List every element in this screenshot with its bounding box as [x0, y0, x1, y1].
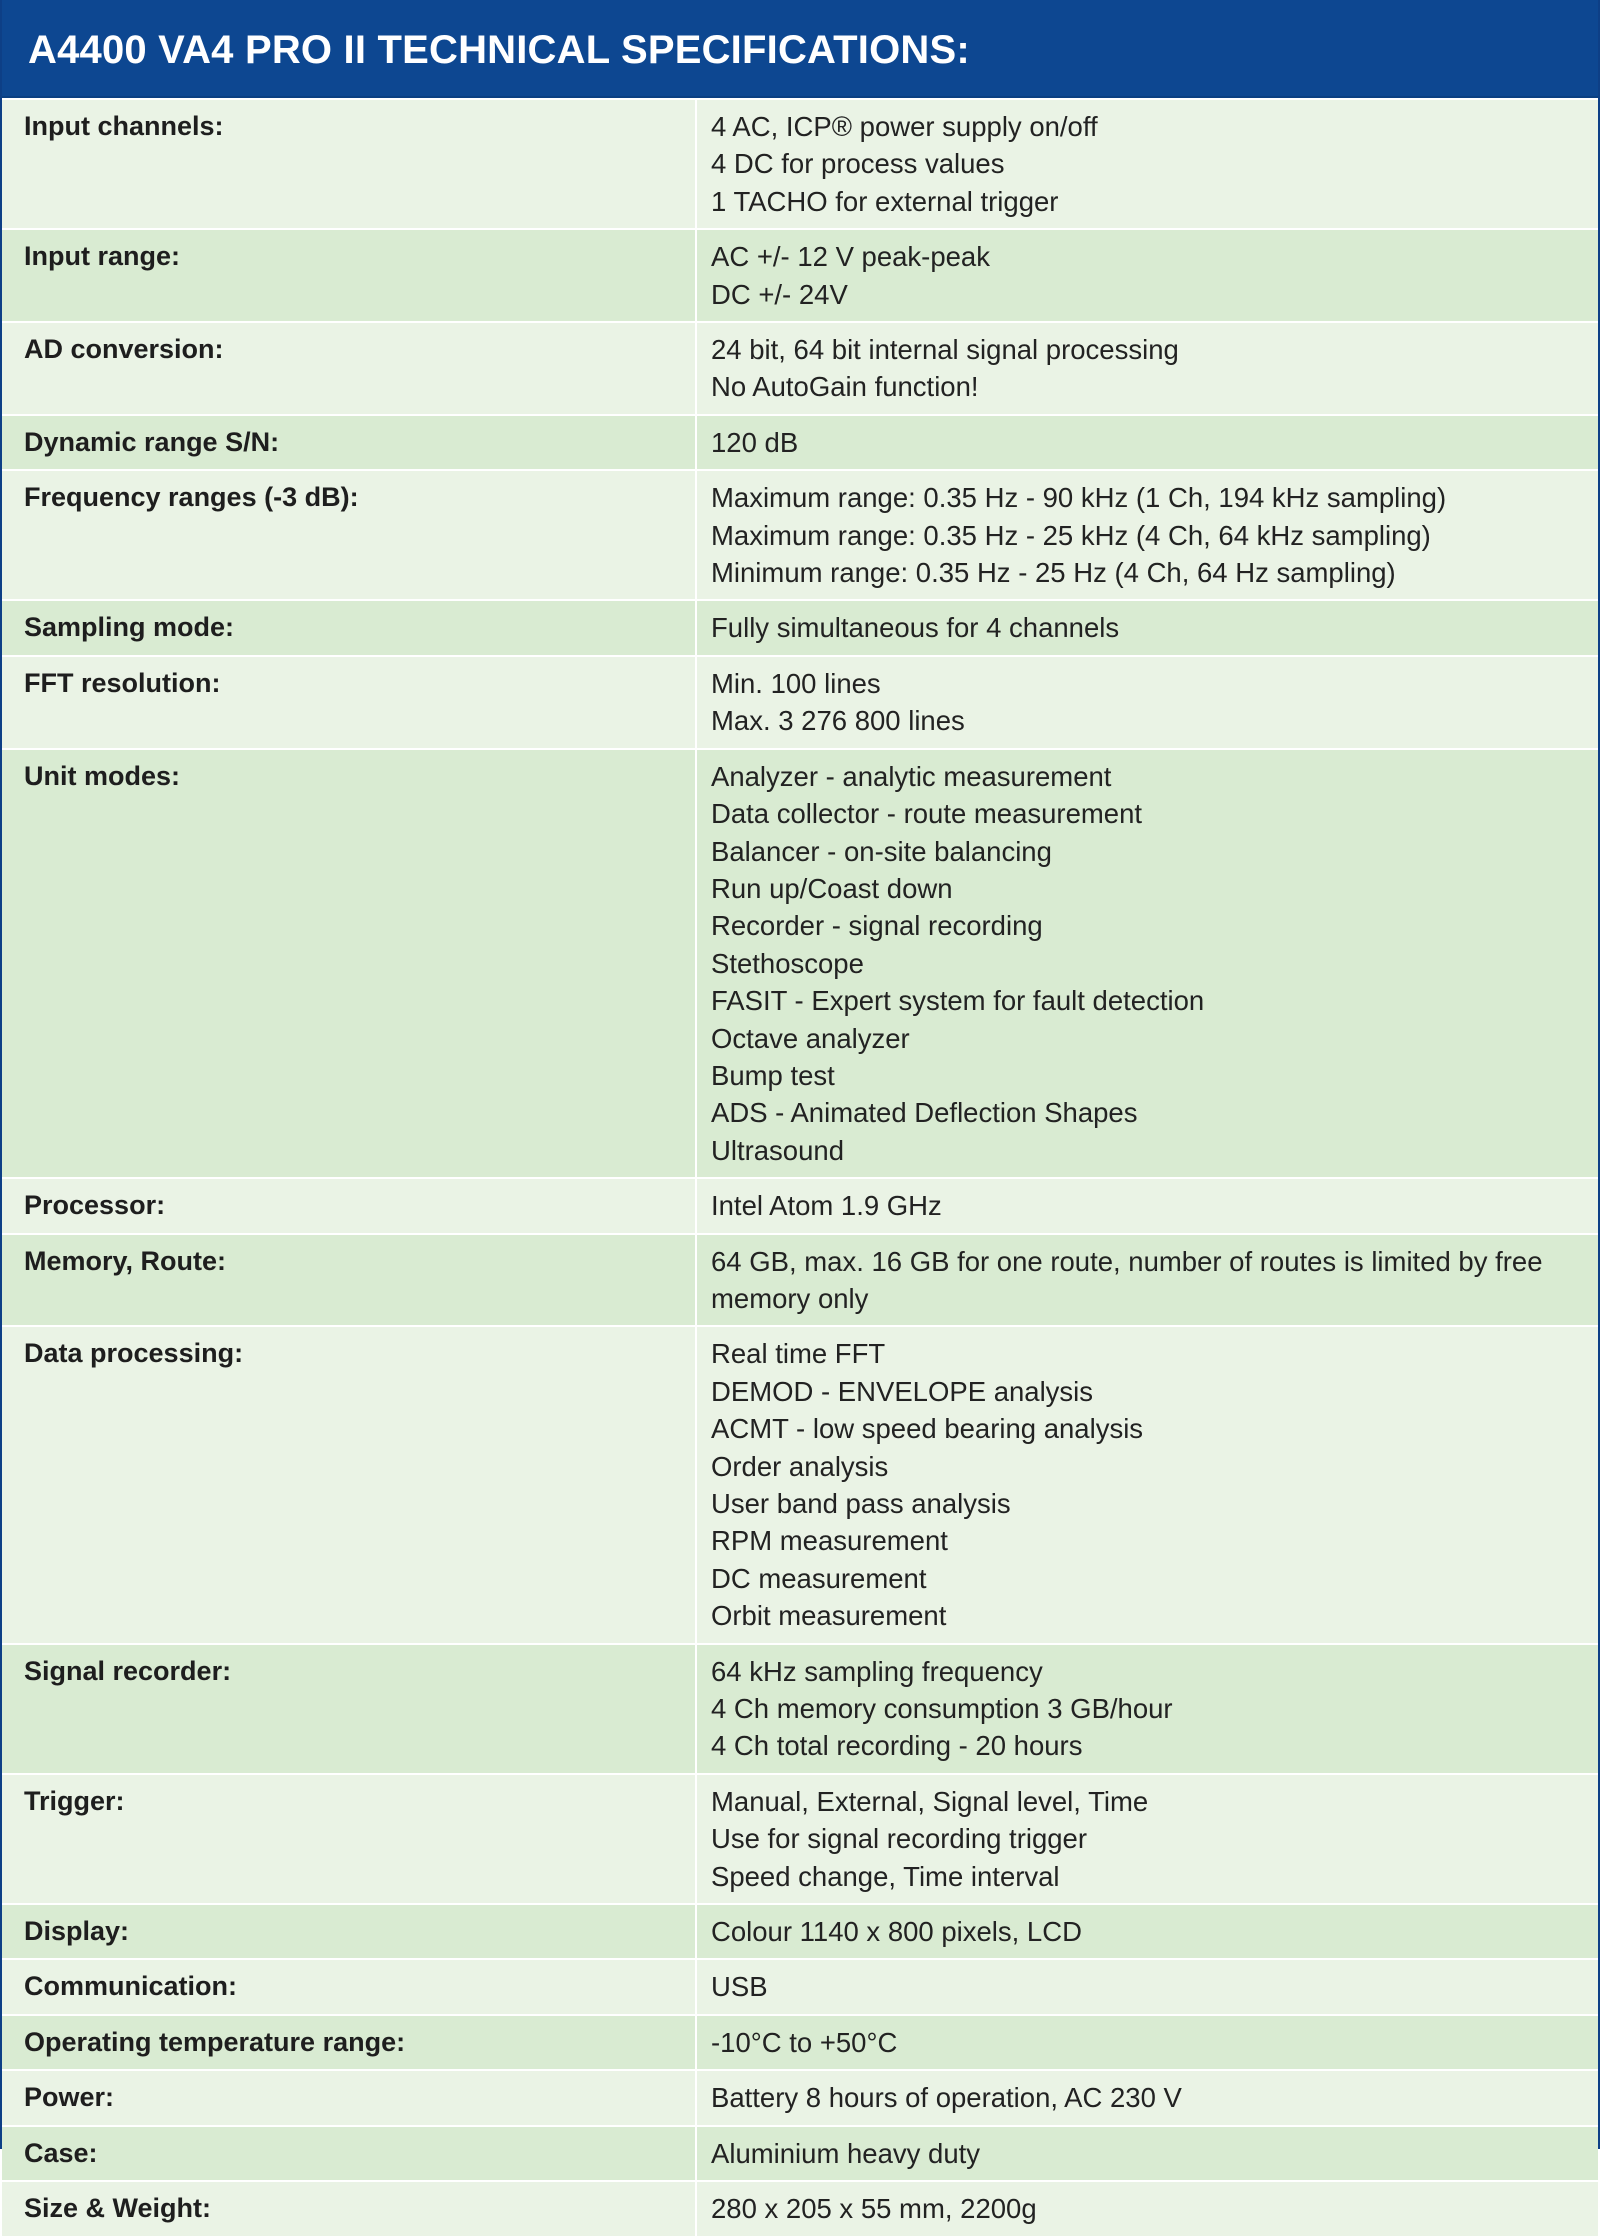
spec-value-line: Run up/Coast down [711, 872, 953, 904]
spec-value [711, 479, 1586, 591]
spec-value-cell [696, 656, 1598, 749]
spec-label: Trigger: [24, 1785, 125, 1816]
spec-value [711, 331, 1586, 406]
spec-value [711, 424, 1586, 461]
spec-label: Communication: [24, 1971, 237, 2002]
spec-label: Memory, Route: [24, 1245, 227, 1276]
spec-row [2, 1326, 1598, 1643]
spec-row [2, 229, 1598, 322]
spec-row [2, 1904, 1598, 1959]
spec-label: Display: [24, 1916, 130, 1947]
header-bar [2, 0, 1598, 98]
spec-label-cell [2, 2126, 696, 2181]
spec-label: Size & Weight: [24, 2193, 212, 2224]
spec-value [711, 665, 1586, 740]
spec-row [2, 2181, 1598, 2236]
spec-label: Frequency ranges (-3 dB): [24, 482, 359, 513]
spec-label: Case: [24, 2137, 98, 2168]
spec-value-cell [696, 1234, 1598, 1327]
spec-value-line: Max. 3 276 800 lines [711, 705, 965, 737]
spec-value-line: User band pass analysis [711, 1488, 1011, 1519]
spec-value-line: Maximum range: 0.35 Hz - 25 kHz (4 Ch, 64 kHz sampling) [711, 519, 1431, 551]
spec-value [711, 2079, 1586, 2116]
spec-value-line: 1 TACHO for external trigger [711, 185, 1059, 217]
spec-value-cell [696, 415, 1598, 470]
spec-label: FFT resolution: [24, 667, 221, 698]
spec-row [2, 322, 1598, 415]
spec-label-cell [2, 1904, 696, 1959]
spec-label-cell [2, 1178, 696, 1233]
spec-label-cell [2, 1959, 696, 2014]
spec-label: AD conversion: [24, 334, 224, 365]
spec-value-cell [696, 470, 1598, 600]
spec-value-line: 4 DC for process values [711, 148, 1005, 180]
spec-value-line: Speed change, Time interval [711, 1860, 1060, 1892]
spec-label-cell [2, 656, 696, 749]
spec-label: Processor: [24, 1190, 166, 1221]
spec-value-line: Colour 1140 x 800 pixels, LCD [711, 1916, 1082, 1948]
spec-value-line: Battery 8 hours of operation, AC 230 V [711, 2082, 1182, 2114]
spec-value [711, 238, 1586, 313]
spec-value-line: 4 AC, ICP® power supply on/off [711, 111, 1098, 142]
spec-value-line: Intel Atom 1.9 GHz [711, 1190, 942, 1222]
spec-value-line: Bump test [711, 1059, 835, 1091]
spec-value-line: DC measurement [711, 1562, 927, 1594]
spec-value [711, 1913, 1586, 1950]
spec-value [711, 2024, 1586, 2061]
spec-label: Input channels: [24, 111, 224, 141]
spec-value-cell [696, 99, 1598, 229]
spec-label-cell [2, 600, 696, 655]
spec-row [2, 656, 1598, 749]
spec-value-cell [696, 749, 1598, 1178]
spec-value-line: 64 kHz sampling frequency [711, 1655, 1043, 1687]
spec-value-line: Minimum range: 0.35 Hz - 25 Hz (4 Ch, 64 Hz sampling) [711, 557, 1396, 589]
spec-value-cell [696, 600, 1598, 655]
spec-value-cell [696, 322, 1598, 415]
spec-value-line: Analyzer - analytic measurement [711, 760, 1112, 792]
spec-value-line: Stethoscope [711, 947, 864, 979]
spec-label-cell [2, 2015, 696, 2070]
spec-value-cell [696, 1326, 1598, 1643]
spec-label-cell [2, 749, 696, 1178]
spec-value-line: ADS - Animated Deflection Shapes [711, 1097, 1138, 1129]
spec-value-line: 120 dB [711, 426, 799, 458]
spec-value-cell [696, 1178, 1598, 1233]
spec-table [2, 98, 1598, 2238]
spec-value [711, 1187, 1586, 1224]
spec-value [711, 1968, 1586, 2005]
spec-value-cell [696, 2015, 1598, 2070]
spec-value [711, 2190, 1586, 2227]
spec-value [711, 1783, 1586, 1895]
spec-label-cell [2, 470, 696, 600]
spec-row [2, 749, 1598, 1178]
spec-value-line: 64 GB, max. 16 GB for one route, number of routes is limited by free memory only [711, 1245, 1543, 1314]
spec-value-cell [696, 1644, 1598, 1774]
spec-value-line: Order analysis [711, 1450, 889, 1482]
spec-value [711, 1243, 1586, 1318]
spec-value-cell [696, 1904, 1598, 1959]
spec-label-cell [2, 415, 696, 470]
spec-label-cell [2, 229, 696, 322]
spec-row [2, 2015, 1598, 2070]
spec-label: Dynamic range S/N: [24, 426, 280, 457]
spec-value-line: ACMT - low speed bearing analysis [711, 1413, 1144, 1445]
spec-value-line: DEMOD - ENVELOPE analysis [711, 1375, 1094, 1407]
spec-value-line: FASIT - Expert system for fault detection [711, 985, 1205, 1017]
spec-value-line: No AutoGain function! [711, 371, 979, 403]
spec-value-line: AC +/- 12 V peak-peak [711, 241, 990, 273]
spec-value-line: 4 Ch memory consumption 3 GB/hour [711, 1693, 1173, 1725]
spec-label-cell [2, 1774, 696, 1904]
spec-value-line: Octave analyzer [711, 1022, 910, 1054]
spec-label: Unit modes: [24, 760, 181, 791]
spec-value-line: Balancer - on-site balancing [711, 835, 1052, 867]
spec-value [711, 758, 1586, 1169]
spec-row [2, 99, 1598, 229]
spec-value-line: 24 bit, 64 bit internal signal processing [711, 334, 1179, 366]
spec-value-line: Maximum range: 0.35 Hz - 90 kHz (1 Ch, 194 kHz sampling) [711, 482, 1447, 514]
spec-label-cell [2, 1234, 696, 1327]
spec-label: Power: [24, 2082, 115, 2113]
spec-row [2, 2126, 1598, 2181]
spec-label-cell [2, 2181, 696, 2236]
spec-value-cell [696, 1774, 1598, 1904]
spec-value-line: Recorder - signal recording [711, 910, 1043, 942]
spec-value-cell [696, 2181, 1598, 2236]
spec-value-line: DC +/- 24V [711, 278, 848, 310]
spec-label: Data processing: [24, 1338, 244, 1369]
spec-label: Input range: [24, 241, 180, 272]
spec-value [711, 108, 1586, 220]
spec-value-line: -10°C to +50°C [711, 2026, 898, 2058]
spec-value-line: RPM measurement [711, 1525, 948, 1557]
spec-value-cell [696, 2070, 1598, 2125]
spec-value [711, 609, 1586, 646]
spec-label-cell [2, 1644, 696, 1774]
spec-value-cell [696, 229, 1598, 322]
spec-row [2, 470, 1598, 600]
spec-label-cell [2, 2070, 696, 2125]
spec-value-line: Data collector - route measurement [711, 798, 1143, 830]
spec-value-line: Aluminium heavy duty [711, 2137, 981, 2169]
spec-value-line: Real time FFT [711, 1338, 886, 1370]
spec-row [2, 1644, 1598, 1774]
spec-row [2, 1774, 1598, 1904]
spec-label-cell [2, 322, 696, 415]
spec-value-line: Orbit measurement [711, 1600, 947, 1632]
spec-label: Operating temperature range: [24, 2026, 406, 2057]
spec-label: Sampling mode: [24, 612, 235, 643]
spec-value-line: Min. 100 lines [711, 667, 881, 699]
spec-value-line: Use for signal recording trigger [711, 1823, 1088, 1855]
spec-row [2, 600, 1598, 655]
spec-table-body [2, 99, 1598, 2237]
spec-value-line: 280 x 205 x 55 mm, 2200g [711, 2193, 1037, 2225]
spec-label: Signal recorder: [24, 1655, 232, 1686]
spec-value [711, 1653, 1586, 1765]
spec-value-line: USB [711, 1971, 768, 2003]
spec-row [2, 1959, 1598, 2014]
spec-value-line: Fully simultaneous for 4 channels [711, 612, 1120, 644]
spec-value-line: Ultrasound [711, 1134, 844, 1166]
spec-value-cell [696, 2126, 1598, 2181]
spec-row [2, 2070, 1598, 2125]
spec-row [2, 415, 1598, 470]
spec-row [2, 1234, 1598, 1327]
spec-value-line: 4 Ch total recording - 20 hours [711, 1730, 1083, 1762]
spec-label-cell [2, 99, 696, 229]
page-title: A4400 VA4 PRO II TECHNICAL SPECIFICATIONS: [28, 28, 970, 72]
spec-value-cell [696, 1959, 1598, 2014]
spec-row [2, 1178, 1598, 1233]
spec-label-cell [2, 1326, 696, 1643]
spec-value [711, 1335, 1586, 1634]
spec-value-line: Manual, External, Signal level, Time [711, 1785, 1149, 1817]
spec-value [711, 2135, 1586, 2172]
